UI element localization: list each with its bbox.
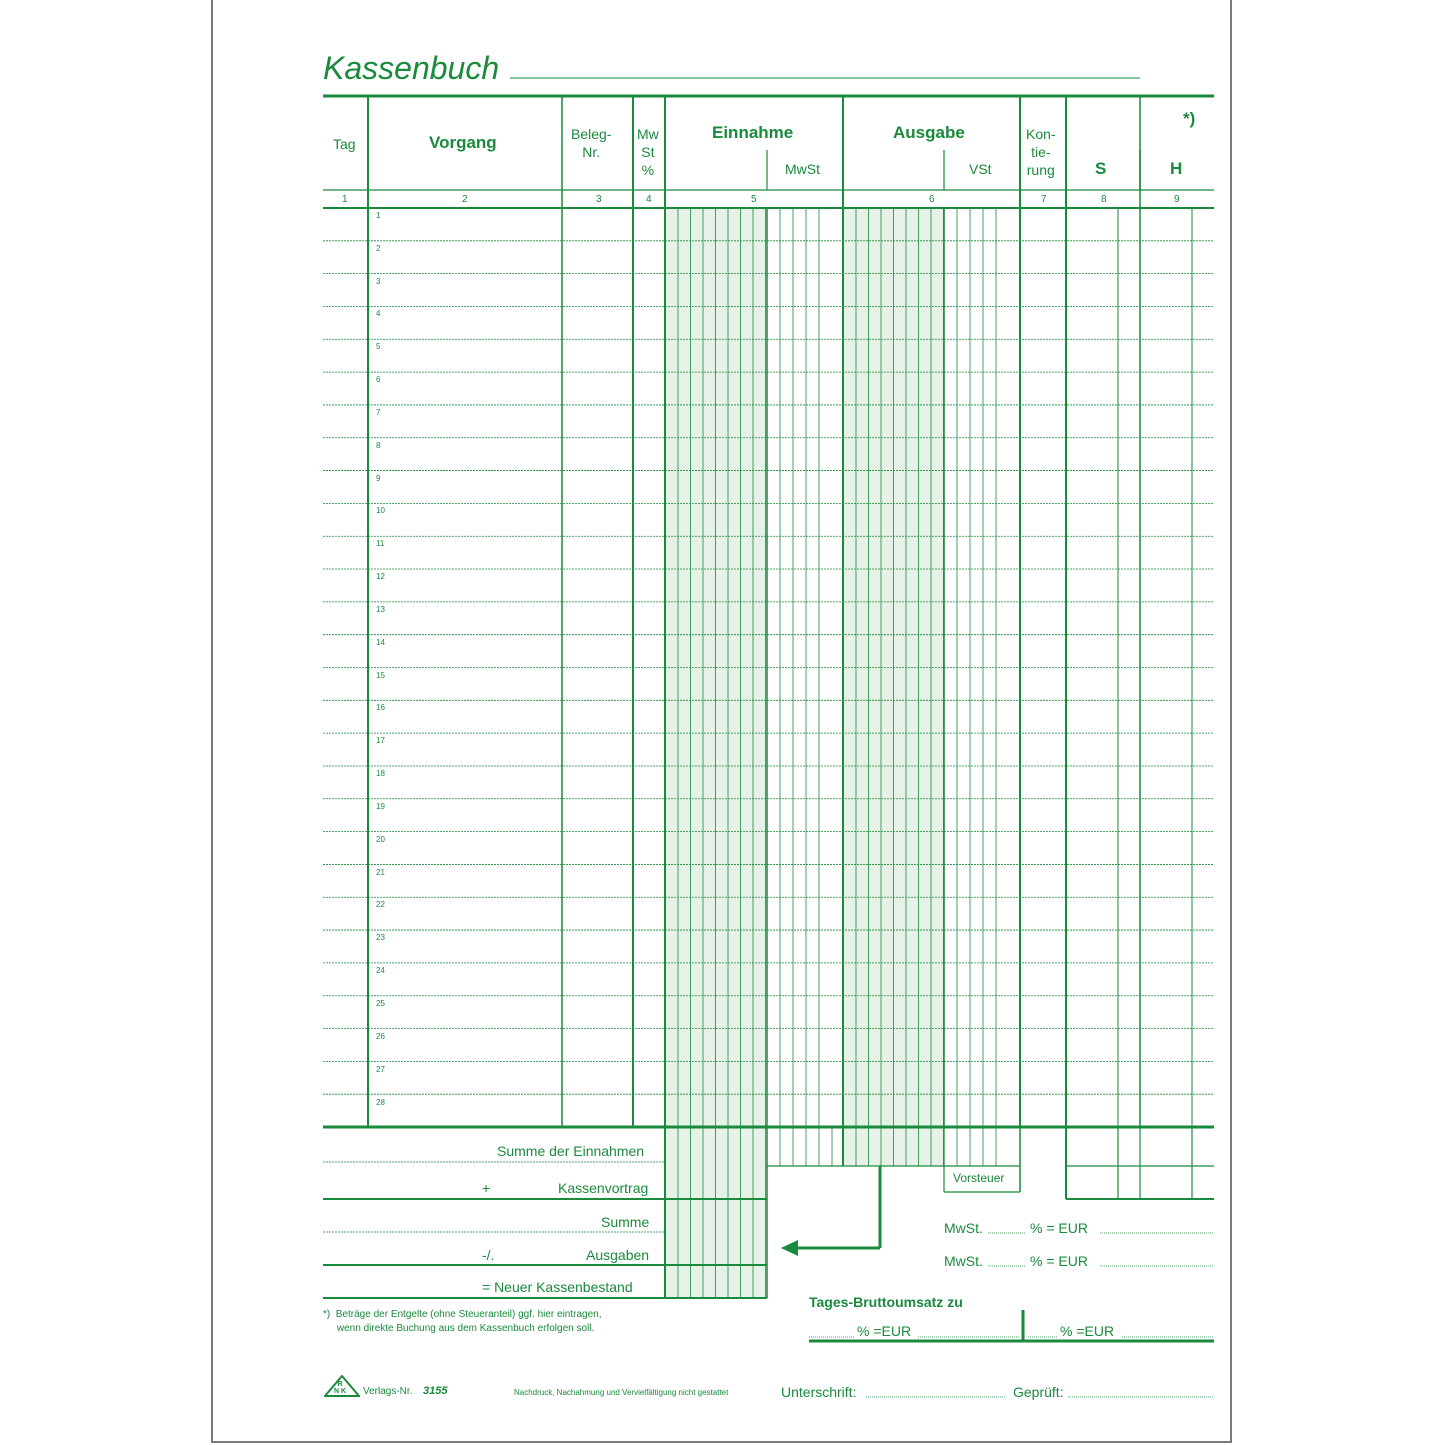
label-pct-eur-b: % =EUR xyxy=(1060,1323,1115,1339)
label-kassenvortrag: Kassenvortrag xyxy=(558,1180,649,1196)
row-number: 5 xyxy=(376,342,381,351)
column-number: 1 xyxy=(342,194,348,205)
shade-einnahme-totals xyxy=(666,1127,767,1298)
column-number: 7 xyxy=(1041,194,1047,205)
verlag-label: Verlags-Nr. xyxy=(363,1386,413,1397)
label-summe: Summe xyxy=(601,1214,650,1230)
row-number: 24 xyxy=(376,966,385,975)
column-number: 9 xyxy=(1174,194,1180,205)
row-number: 16 xyxy=(376,703,385,712)
row-number: 15 xyxy=(376,671,385,680)
row-number: 18 xyxy=(376,769,385,778)
column-number: 5 xyxy=(751,194,757,205)
label-pct-eur-1: % = EUR xyxy=(1030,1220,1088,1236)
row-number: 4 xyxy=(376,309,381,318)
header-soll: S xyxy=(1095,159,1107,178)
row-number: 6 xyxy=(376,375,381,384)
shade-ausgabe xyxy=(844,209,945,1166)
header-vorgang: Vorgang xyxy=(429,133,497,152)
row-number: 22 xyxy=(376,900,385,909)
column-number: 4 xyxy=(646,194,652,205)
header-mwst-pct: Mw St % xyxy=(637,126,659,178)
header-einnahme-mwst: MwSt xyxy=(785,161,820,177)
column-number: 2 xyxy=(462,194,468,205)
row-number: 13 xyxy=(376,605,385,614)
row-number: 12 xyxy=(376,572,385,581)
row-number: 27 xyxy=(376,1065,385,1074)
column-number: 8 xyxy=(1101,194,1107,205)
header-einnahme: Einnahme xyxy=(712,123,794,142)
row-number: 7 xyxy=(376,408,381,417)
row-number: 8 xyxy=(376,441,381,450)
rnk-logo xyxy=(324,1375,360,1397)
row-number: 11 xyxy=(376,539,385,548)
header-ausgabe-vst: VSt xyxy=(969,161,992,177)
footnote-text: *) Beträge der Entgelte (ohne Steueranteil) ggf. hier eintragen, wenn direkte Buchung aus dem Kassenbuch erfolgen soll. xyxy=(323,1309,602,1334)
shade-einnahme xyxy=(666,209,767,1127)
row-number: 10 xyxy=(376,506,385,515)
label-ausgaben: Ausgaben xyxy=(586,1247,650,1263)
label-neuer-kassenbestand: = Neuer Kassenbestand xyxy=(482,1279,633,1295)
label-plus: + xyxy=(482,1180,491,1196)
label-unterschrift: Unterschrift: xyxy=(781,1384,857,1400)
row-number: 23 xyxy=(376,933,385,942)
row-number: 20 xyxy=(376,835,385,844)
header-beleg: Beleg- Nr. xyxy=(571,126,612,160)
header-haben: H xyxy=(1170,159,1183,178)
row-number: 2 xyxy=(376,244,381,253)
copyright-note: Nachdruck, Nachahmung und Vervielfältigung nicht gestattet xyxy=(514,1388,729,1397)
rnk-logo-text: R N K xyxy=(334,1381,347,1395)
label-pct-eur-a: % =EUR xyxy=(857,1323,912,1339)
row-number: 28 xyxy=(376,1098,385,1107)
row-number: 14 xyxy=(376,638,385,647)
arrow-head xyxy=(781,1240,798,1256)
row-number: 1 xyxy=(376,211,381,220)
label-summe-einnahmen: Summe der Einnahmen xyxy=(497,1143,645,1159)
row-number: 26 xyxy=(376,1032,385,1041)
header-footnote-mark: *) xyxy=(1183,109,1196,128)
label-geprueft: Geprüft: xyxy=(1013,1384,1064,1400)
row-number: 25 xyxy=(376,999,385,1008)
verlag-number: 3155 xyxy=(423,1385,448,1397)
label-minus: -/. xyxy=(482,1247,495,1263)
header-ausgabe: Ausgabe xyxy=(893,123,965,142)
header-tag: Tag xyxy=(333,136,356,152)
label-mwst-2: MwSt. xyxy=(944,1253,983,1269)
label-mwst-1: MwSt. xyxy=(944,1220,983,1236)
row-number: 21 xyxy=(376,868,385,877)
form-title: Kassenbuch xyxy=(323,50,500,86)
label-tages-bruttoumsatz: Tages-Bruttoumsatz zu xyxy=(809,1294,963,1310)
row-number: 17 xyxy=(376,736,385,745)
row-number: 9 xyxy=(376,474,381,483)
row-number: 19 xyxy=(376,802,385,811)
label-vorsteuer: Vorsteuer xyxy=(953,1171,1005,1185)
header-kontierung: Kon- tie- rung xyxy=(1026,126,1056,178)
column-number: 6 xyxy=(929,194,935,205)
row-number: 3 xyxy=(376,277,381,286)
column-number: 3 xyxy=(596,194,602,205)
label-pct-eur-2: % = EUR xyxy=(1030,1253,1088,1269)
